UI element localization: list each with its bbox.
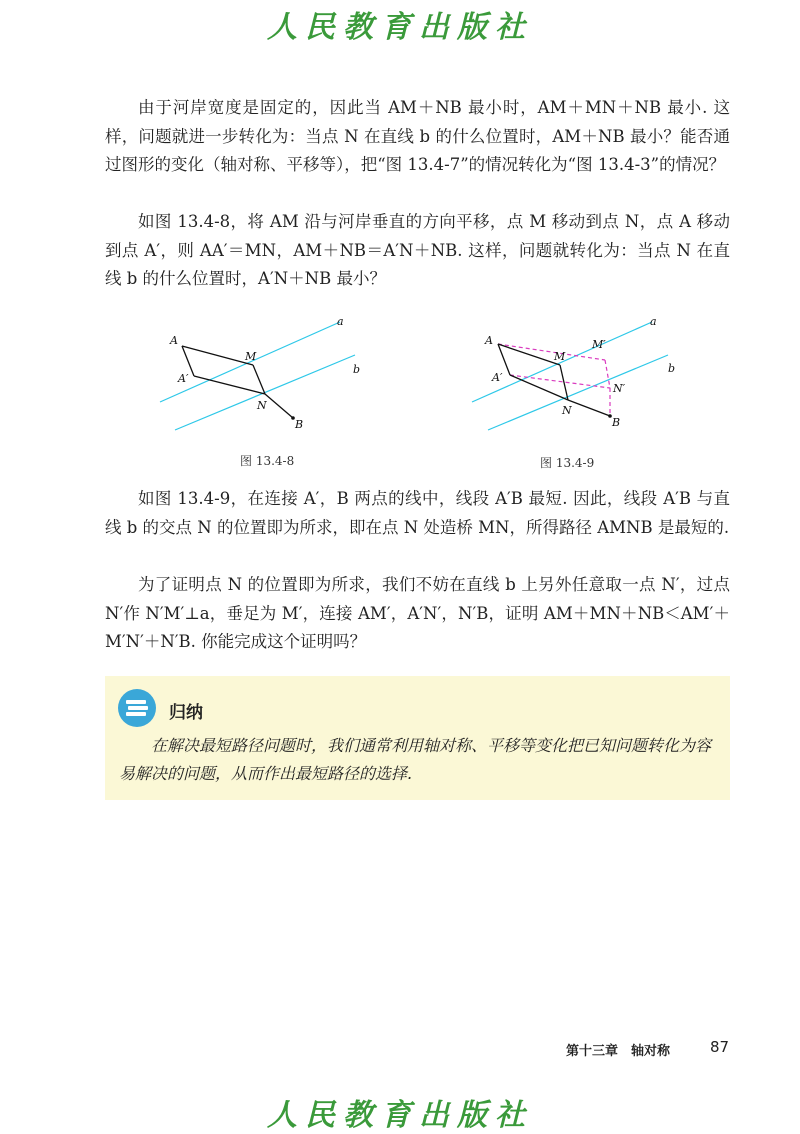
label-M: M [245, 350, 257, 363]
label-b: b [668, 362, 676, 375]
summary-text: 在解决最短路径问题时，我们通常利用轴对称、平移等变化把已知问题转化为容易解决的问题，从而作出最短路径的选择. [119, 736, 712, 783]
label-A: A [485, 334, 493, 347]
page-number: 87 [710, 1038, 730, 1056]
label-a: a [337, 315, 344, 328]
figure-13-4-9 [460, 310, 700, 440]
paragraph-4: 为了证明点 N 的位置即为所求，我们不妨在直线 b 上另外任意取一点 N′，过点 N′作 N′M′⊥a，垂足为 M′，连接 AM′，A′N′，N′B，证明 AM＋MN＋NB＜AM′＋M′N′＋N′B. 你能完成这个证明吗？ [105, 575, 730, 651]
dashed-M-prime-N-prime [605, 360, 610, 388]
label-N: N [257, 399, 267, 412]
segment-NB [568, 400, 610, 416]
label-M-prime: M′ [592, 338, 606, 351]
label-N: N [562, 404, 572, 417]
label-A: A [170, 334, 178, 347]
label-a: a [650, 315, 657, 328]
paragraph-1: 由于河岸宽度是固定的，因此当 AM＋NB 最小时，AM＋MN＋NB 最小. 这样，问题就进一步转化为：当点 N 在直线 b 的什么位置时，AM＋NB 最小？能否通过图形的变化（轴对称、平移等），把“图 13.4-7”的情况转化为“图 13.4-3”的情况？ [105, 98, 730, 174]
segment-AM [498, 344, 560, 365]
label-B: B [295, 418, 304, 431]
header-watermark: 人民教育出版社 [267, 10, 533, 45]
line-b [488, 355, 668, 430]
caption-fig-9: 图 13.4-9 [540, 456, 595, 470]
label-A-prime: A′ [178, 372, 189, 385]
paragraph-3: 如图 13.4-9，在连接 A′，B 两点的线中，线段 A′B 最短. 因此，线段 A′B 与直线 b 的交点 N 的位置即为所求，即在点 N 处造桥 MN，所得路径 AMNB 是最短的. [105, 489, 730, 537]
book-icon [117, 688, 157, 728]
label-A-prime: A′ [492, 371, 503, 384]
label-M: M [554, 350, 566, 363]
caption-fig-8: 图 13.4-8 [240, 454, 295, 468]
paragraph-2: 如图 13.4-8，将 AM 沿与河岸垂直的方向平移，点 M 移动到点 N，点 A 移动到点 A′，则 AA′＝MN，AM＋NB＝A′N＋NB. 这样，问题就转化为：当点 N 在直线 b 的什么位置时，A′N＋NB 最小？ [105, 212, 730, 288]
segment-AM [182, 346, 253, 365]
dashed-AM-prime [498, 344, 605, 360]
footer-watermark: 人民教育出版社 [267, 1098, 533, 1133]
segment-NB [265, 394, 293, 418]
summary-box [105, 676, 730, 800]
footer-chapter: 第十三章 轴对称 [566, 1044, 671, 1059]
label-b: b [353, 363, 361, 376]
segment-MN [253, 365, 265, 394]
label-B: B [612, 416, 621, 429]
summary-title: 归纳 [169, 703, 203, 723]
segment-A-prime-N [194, 376, 265, 394]
label-N-prime: N′ [613, 382, 626, 395]
figure-13-4-8 [150, 310, 380, 440]
